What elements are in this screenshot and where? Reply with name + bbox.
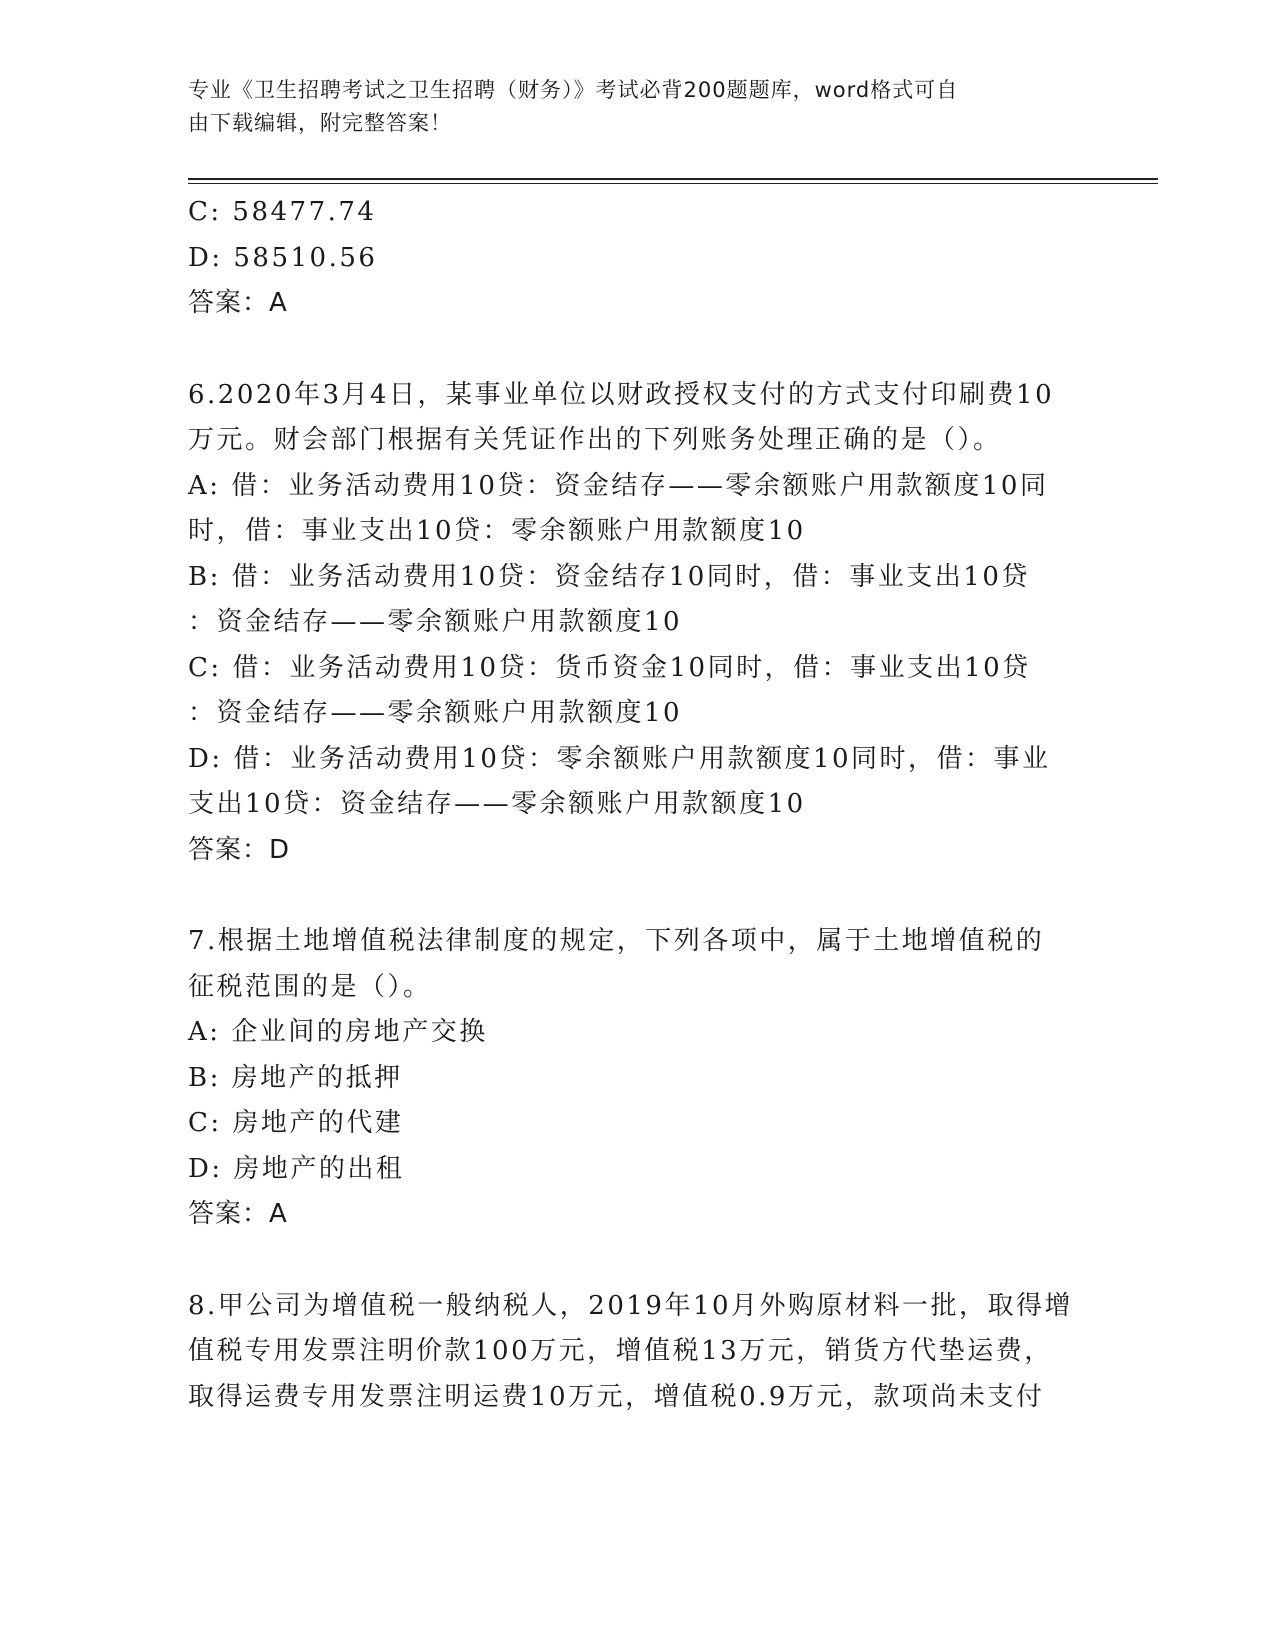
question-6 xyxy=(188,373,1088,874)
question-8 xyxy=(188,1284,1088,1421)
header-title-line-1: 专业《卫生招聘考试之卫生招聘（财务）》考试必背200题题库，word格式可自 xyxy=(188,78,959,102)
q8-stem-line-3: 取得运费专用发票注明运费10万元，增值税0.9万元，款项尚未支付 xyxy=(188,1381,1045,1412)
page-header xyxy=(188,74,1068,140)
q6-stem-line-2: 万元。财会部门根据有关凭证作出的下列账务处理正确的是（）。 xyxy=(188,425,1002,455)
q6-option-a-line-1: A: 借：业务活动费用10贷：资金结存——零余额账户用款额度10同 xyxy=(188,470,1049,501)
q6-option-b-line-2: ：资金结存——零余额账户用款额度10 xyxy=(188,607,683,637)
spacer xyxy=(188,873,1088,919)
q6-option-d-line-2: 支出10贷：资金结存——零余额账户用款额度10 xyxy=(188,789,806,819)
q6-option-a-line-2: 时，借：事业支出10贷：零余额账户用款额度10 xyxy=(188,516,806,546)
spacer xyxy=(188,1238,1088,1284)
q6-option-c-line-1: C: 借：业务活动费用10贷：货币资金10同时，借：事业支出10贷 xyxy=(188,652,1031,683)
q6-option-b-line-1: B: 借：业务活动费用10贷：资金结存10同时，借：事业支出10贷 xyxy=(188,561,1030,592)
spacer xyxy=(188,327,1088,373)
q6-answer: 答案：D xyxy=(188,834,291,865)
q5-option-c: C: 58477.74 xyxy=(188,197,377,227)
q7-stem-line-1: 7.根据土地增值税法律制度的规定，下列各项中，属于土地增值税的 xyxy=(188,926,1045,956)
q5-option-d: D: 58510.56 xyxy=(188,242,378,273)
q8-stem-line-2: 值税专用发票注明价款100万元，增值税13万元，销货方代垫运费， xyxy=(188,1336,1053,1366)
document-body xyxy=(188,190,1088,1420)
question-7 xyxy=(188,919,1088,1238)
q7-option-c: C: 房地产的代建 xyxy=(188,1108,404,1138)
q7-stem-line-2: 征税范围的是（）。 xyxy=(188,971,432,1002)
q7-answer: 答案：A xyxy=(188,1199,288,1229)
header-title-line-2: 由下载编辑，附完整答案！ xyxy=(188,111,452,135)
q6-option-d-line-1: D: 借：业务活动费用10贷：零余额账户用款额度10同时，借：事业 xyxy=(188,743,1051,774)
q8-stem-line-1: 8.甲公司为增值税一般纳税人，2019年10月外购原材料一批，取得增 xyxy=(188,1290,1074,1321)
q7-option-b: B: 房地产的抵押 xyxy=(188,1062,403,1093)
q7-option-a: A: 企业间的房地产交换 xyxy=(188,1017,488,1047)
q6-stem-line-1: 6.2020年3月4日，某事业单位以财政授权支付的方式支付印刷费10 xyxy=(188,379,1055,410)
q7-option-d: D: 房地产的出租 xyxy=(188,1153,405,1184)
q5-answer: 答案：A xyxy=(188,288,288,318)
header-divider-thin xyxy=(188,183,1158,184)
header-divider-thick xyxy=(188,178,1158,180)
question-5-tail xyxy=(188,190,1088,327)
q6-option-c-line-2: ：资金结存——零余额账户用款额度10 xyxy=(188,698,683,728)
